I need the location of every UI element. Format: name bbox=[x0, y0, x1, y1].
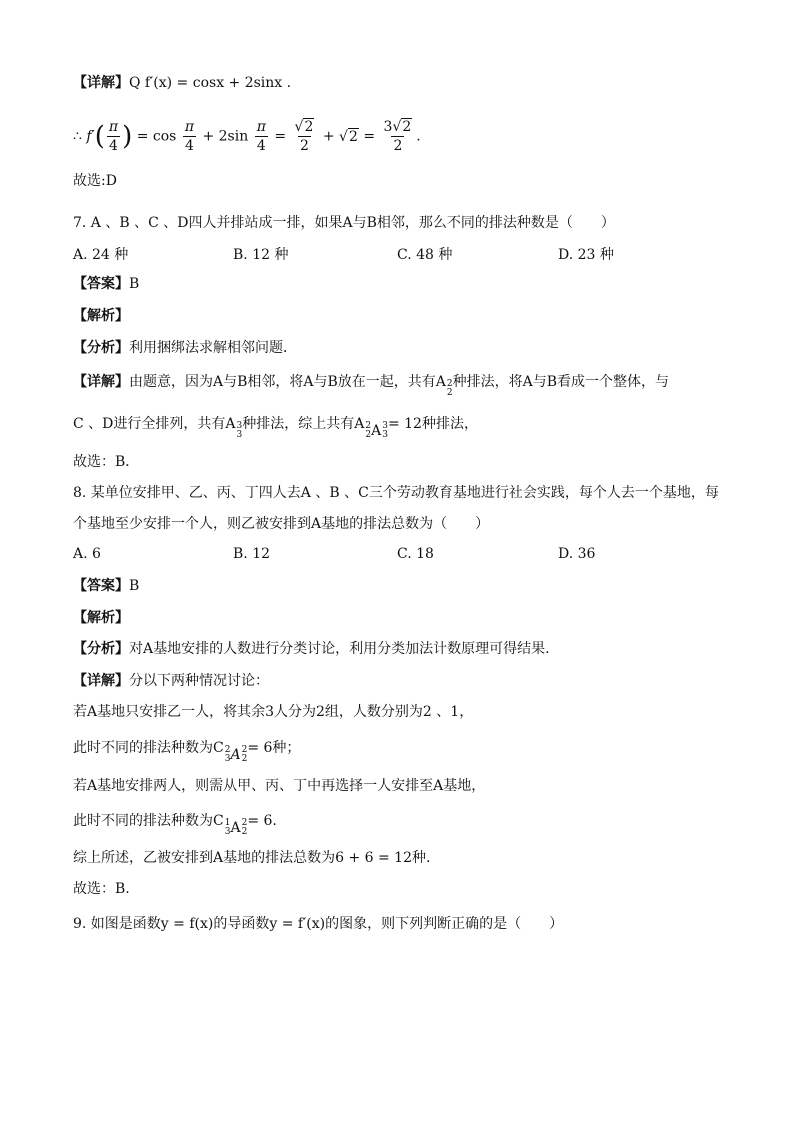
numerator: π bbox=[108, 119, 119, 135]
detail-text-b: 种排法，将A与B看成一个整体，与 bbox=[452, 374, 670, 390]
case-text: 此时不同的排法种数为C bbox=[73, 740, 224, 756]
q8-answer bbox=[73, 577, 139, 595]
fenxi-text: 对A基地安排的人数进行分类讨论，利用分类加法计数原理可得结果. bbox=[129, 641, 550, 657]
comb-c32a22: 2 3 A 2 2 bbox=[224, 745, 248, 764]
q7-stem: 7. A 、B 、C 、D四人并排站成一排，如果A与B相邻，那么不同的排法种数是（ ） bbox=[73, 215, 615, 231]
therefore-symbol: ∴ bbox=[73, 128, 82, 145]
fraction-3sqrt2-2 bbox=[382, 118, 415, 155]
perm-a22a33: 2 2 A 3 3 bbox=[365, 421, 388, 440]
q8-stem-2: 个基地至少安排一个人，则乙被安排到A基地的排法总数为（ ） bbox=[73, 516, 490, 532]
q7-option-a: A. 24 种 bbox=[73, 247, 129, 263]
q8-option-c: C. 18 bbox=[397, 546, 434, 562]
detail-text-c: = 12种排法， bbox=[387, 416, 478, 432]
q8-analysis bbox=[73, 609, 129, 627]
q7-answer bbox=[73, 275, 139, 293]
q7-option-d: D. 23 种 bbox=[558, 247, 614, 263]
equals: = bbox=[274, 128, 287, 145]
q7-detail-2 bbox=[73, 415, 478, 440]
analysis-tag: 【解析】 bbox=[73, 610, 129, 626]
detail-text: C 、D进行全排列，共有A bbox=[73, 416, 236, 432]
answer-value: B bbox=[129, 276, 140, 292]
perm-a33: 3 3 bbox=[236, 421, 243, 440]
numerator: √2 bbox=[294, 119, 314, 135]
q8-choose: 故选：B. bbox=[73, 881, 130, 897]
q8-case-2: 若A基地安排两人，则需从甲、丙、丁中再选择一人安排至A基地， bbox=[73, 778, 486, 794]
case-text-b: = 6. bbox=[247, 813, 277, 829]
q8-detail bbox=[73, 672, 269, 690]
numerator: π bbox=[256, 119, 266, 135]
denominator: 4 bbox=[184, 138, 194, 154]
q8-case-2b bbox=[73, 812, 277, 837]
denominator: 2 bbox=[393, 138, 403, 154]
coefficient: 3 bbox=[383, 119, 393, 135]
detail-text-b: 种排法，综上共有A bbox=[242, 416, 365, 432]
numerator: 3√2 bbox=[383, 119, 412, 135]
fenxi-tag: 【分析】 bbox=[73, 641, 129, 657]
f-prime: f′ bbox=[86, 128, 95, 145]
left-paren: ( bbox=[94, 121, 105, 152]
radicand: 2 bbox=[348, 128, 358, 145]
denominator: 4 bbox=[109, 138, 118, 154]
q8-option-d: D. 36 bbox=[558, 546, 596, 562]
numerator: π bbox=[184, 119, 195, 135]
case-text-b: = 6种； bbox=[247, 740, 301, 756]
fenxi-text: 利用捆绑法求解相邻问题． bbox=[129, 340, 297, 356]
fraction-pi-4-b bbox=[183, 118, 196, 155]
detail-tag: 【详解】 bbox=[73, 673, 129, 689]
q9-stem: 9. 如图是函数y = f(x)的导函数y = f′(x)的图象，则下列判断正确的是（ ） bbox=[73, 916, 564, 932]
analysis-tag: 【解析】 bbox=[73, 308, 129, 324]
detail-text: 由题意，因为A与B相邻，将A与B放在一起，共有A bbox=[129, 374, 446, 390]
radicand: 2 bbox=[304, 119, 314, 135]
sqrt-term: √2 bbox=[339, 128, 358, 145]
q7-option-b: B. 12 种 bbox=[233, 247, 289, 263]
radicand: 2 bbox=[402, 119, 412, 135]
comb-c31a22: 1 3 A 2 2 bbox=[224, 818, 248, 837]
fraction-sqrt2-2 bbox=[293, 118, 317, 155]
equals-cos: = cos bbox=[136, 128, 177, 145]
q8-summary: 综上所述，乙被安排到A基地的排法总数为6 + 6 = 12种. bbox=[73, 850, 431, 866]
period: . bbox=[416, 128, 421, 145]
denominator: 4 bbox=[256, 138, 266, 154]
answer-value: B bbox=[129, 578, 140, 594]
plus: + bbox=[322, 128, 335, 145]
denominator: 2 bbox=[300, 138, 309, 154]
equals: = bbox=[363, 128, 376, 145]
detail-line-1 bbox=[73, 74, 291, 92]
q7-detail-1 bbox=[73, 373, 669, 398]
q8-case-1b bbox=[73, 739, 300, 764]
q8-option-b: B. 12 bbox=[233, 546, 271, 562]
fraction-pi-4 bbox=[107, 118, 120, 155]
detail-formula: Q f′(x) = cosx + 2sinx . bbox=[129, 75, 292, 91]
case-text: 此时不同的排法种数为C bbox=[73, 813, 224, 829]
perm-a22: 2 2 bbox=[446, 379, 453, 398]
detail-tag: 【详解】 bbox=[73, 75, 129, 91]
fenxi-tag: 【分析】 bbox=[73, 340, 129, 356]
q8-fenxi bbox=[73, 640, 550, 658]
formula-line bbox=[73, 118, 421, 155]
right-paren: ) bbox=[122, 121, 133, 152]
q8-stem-1: 8. 某单位安排甲、乙、丙、丁四人去A 、B 、C三个劳动教育基地进行社会实践，每个人去一个基地，每 bbox=[73, 485, 719, 501]
q7-fenxi bbox=[73, 339, 297, 357]
fraction-pi-4-c bbox=[255, 118, 268, 155]
detail-text: 分以下两种情况讨论： bbox=[129, 673, 269, 689]
choose-d: 故选:D bbox=[73, 173, 117, 189]
q8-case-1: 若A基地只安排乙一人，将其余3人分为2组，人数分别为2 、1， bbox=[73, 704, 474, 720]
answer-tag: 【答案】 bbox=[73, 578, 129, 594]
q7-option-c: C. 48 种 bbox=[397, 247, 453, 263]
q7-choose: 故选：B． bbox=[73, 454, 140, 470]
plus-sin: + 2sin bbox=[202, 128, 249, 145]
q8-option-a: A. 6 bbox=[73, 546, 101, 562]
detail-tag: 【详解】 bbox=[73, 374, 129, 390]
q7-analysis bbox=[73, 307, 129, 325]
answer-tag: 【答案】 bbox=[73, 276, 129, 292]
